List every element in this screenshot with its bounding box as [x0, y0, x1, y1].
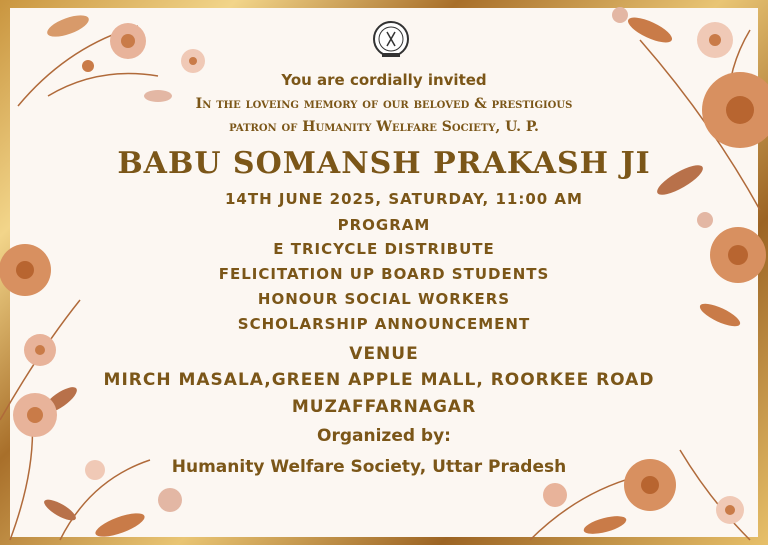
organizer-heading: Organized by:: [317, 426, 451, 446]
invite-line: You are cordially invited: [281, 71, 487, 89]
memory-line: In the loveing memory of our beloved & prestigious: [195, 96, 573, 112]
patron-line: patron of Humanity Welfare Society, U. P.: [229, 119, 539, 135]
venue-city: MUZAFFARNAGAR: [291, 397, 477, 417]
program-item: FELICITATION UP BOARD STUDENTS: [218, 265, 550, 283]
venue-address: MIRCH MASALA,GREEN APPLE MALL, ROORKEE ROAD: [103, 370, 655, 390]
program-item: E TRICYCLE DISTRIBUTE: [273, 240, 495, 258]
program-item: HONOUR SOCIAL WORKERS: [257, 290, 511, 308]
floral-bottom-right-icon: [510, 440, 768, 545]
honoree-name: BABU SOMANSH PRAKASH JI: [117, 146, 651, 181]
venue-heading: VENUE: [349, 344, 419, 364]
society-emblem-icon: [370, 20, 412, 60]
event-datetime: 14TH JUNE 2025, SATURDAY, 11:00 AM: [225, 190, 583, 208]
program-heading: PROGRAM: [337, 216, 431, 234]
organizer-name: Humanity Welfare Society, Uttar Pradesh: [171, 457, 567, 477]
program-item: SCHOLARSHIP ANNOUNCEMENT: [237, 315, 531, 333]
